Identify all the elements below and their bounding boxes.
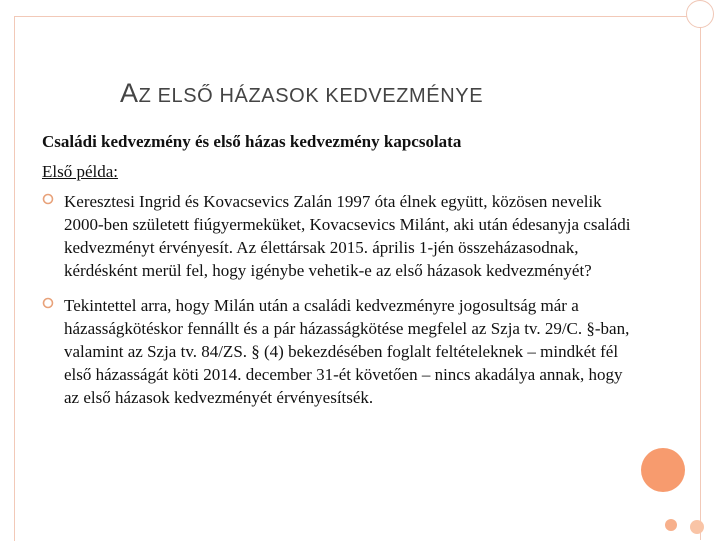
circle-bullet-icon bbox=[42, 297, 54, 309]
decorative-circle-large bbox=[641, 448, 685, 492]
slide-subtitle: Családi kedvezmény és első házas kedvezmény kapcsolata bbox=[42, 132, 462, 151]
slide-title-initial: A bbox=[120, 78, 139, 108]
example-label: Első példa: bbox=[42, 162, 119, 181]
decorative-circle-small bbox=[690, 520, 704, 534]
bullet-text: Tekintettel arra, hogy Milán után a családi kedvezményre jogosultság már a házasságkötéskor fennállt és a pár házasságkötése megfelel az Szja tv. 29/C. §-ban, valamint az Szja tv. 84/ZS. § (4) bekezdésében foglalt feltételeknek – mindkét fél első házasságát köti 2014. december 31-ét követően – nincs akadálya annak, hogy az első házasok kedvezményét érvényesítsék. bbox=[64, 296, 630, 407]
bullet-item bbox=[42, 294, 632, 409]
bullet-item bbox=[42, 190, 632, 282]
decorative-circle-top bbox=[686, 0, 714, 28]
slide-title-rest: Z ELSŐ HÁZASOK KEDVEZMÉNYE bbox=[138, 85, 484, 107]
circle-bullet-icon bbox=[42, 193, 54, 205]
slide-frame-right-line bbox=[700, 16, 701, 540]
slide-title bbox=[120, 78, 483, 109]
bullet-list bbox=[42, 190, 632, 421]
bullet-text: Keresztesi Ingrid és Kovacsevics Zalán 1997 óta élnek együtt, közösen nevelik 2000-ben született fiúgyermeküket, Kovacsevics Milánt, aki után édesanyja családi kedvezményt érvényesít. Az élettársak 2015. április 1-jén összeházasodnak, kérdésként merül fel, hogy igénybe vehetik-e az első házasok kedvezményét? bbox=[64, 192, 631, 280]
decorative-circle-tiny bbox=[665, 519, 677, 531]
